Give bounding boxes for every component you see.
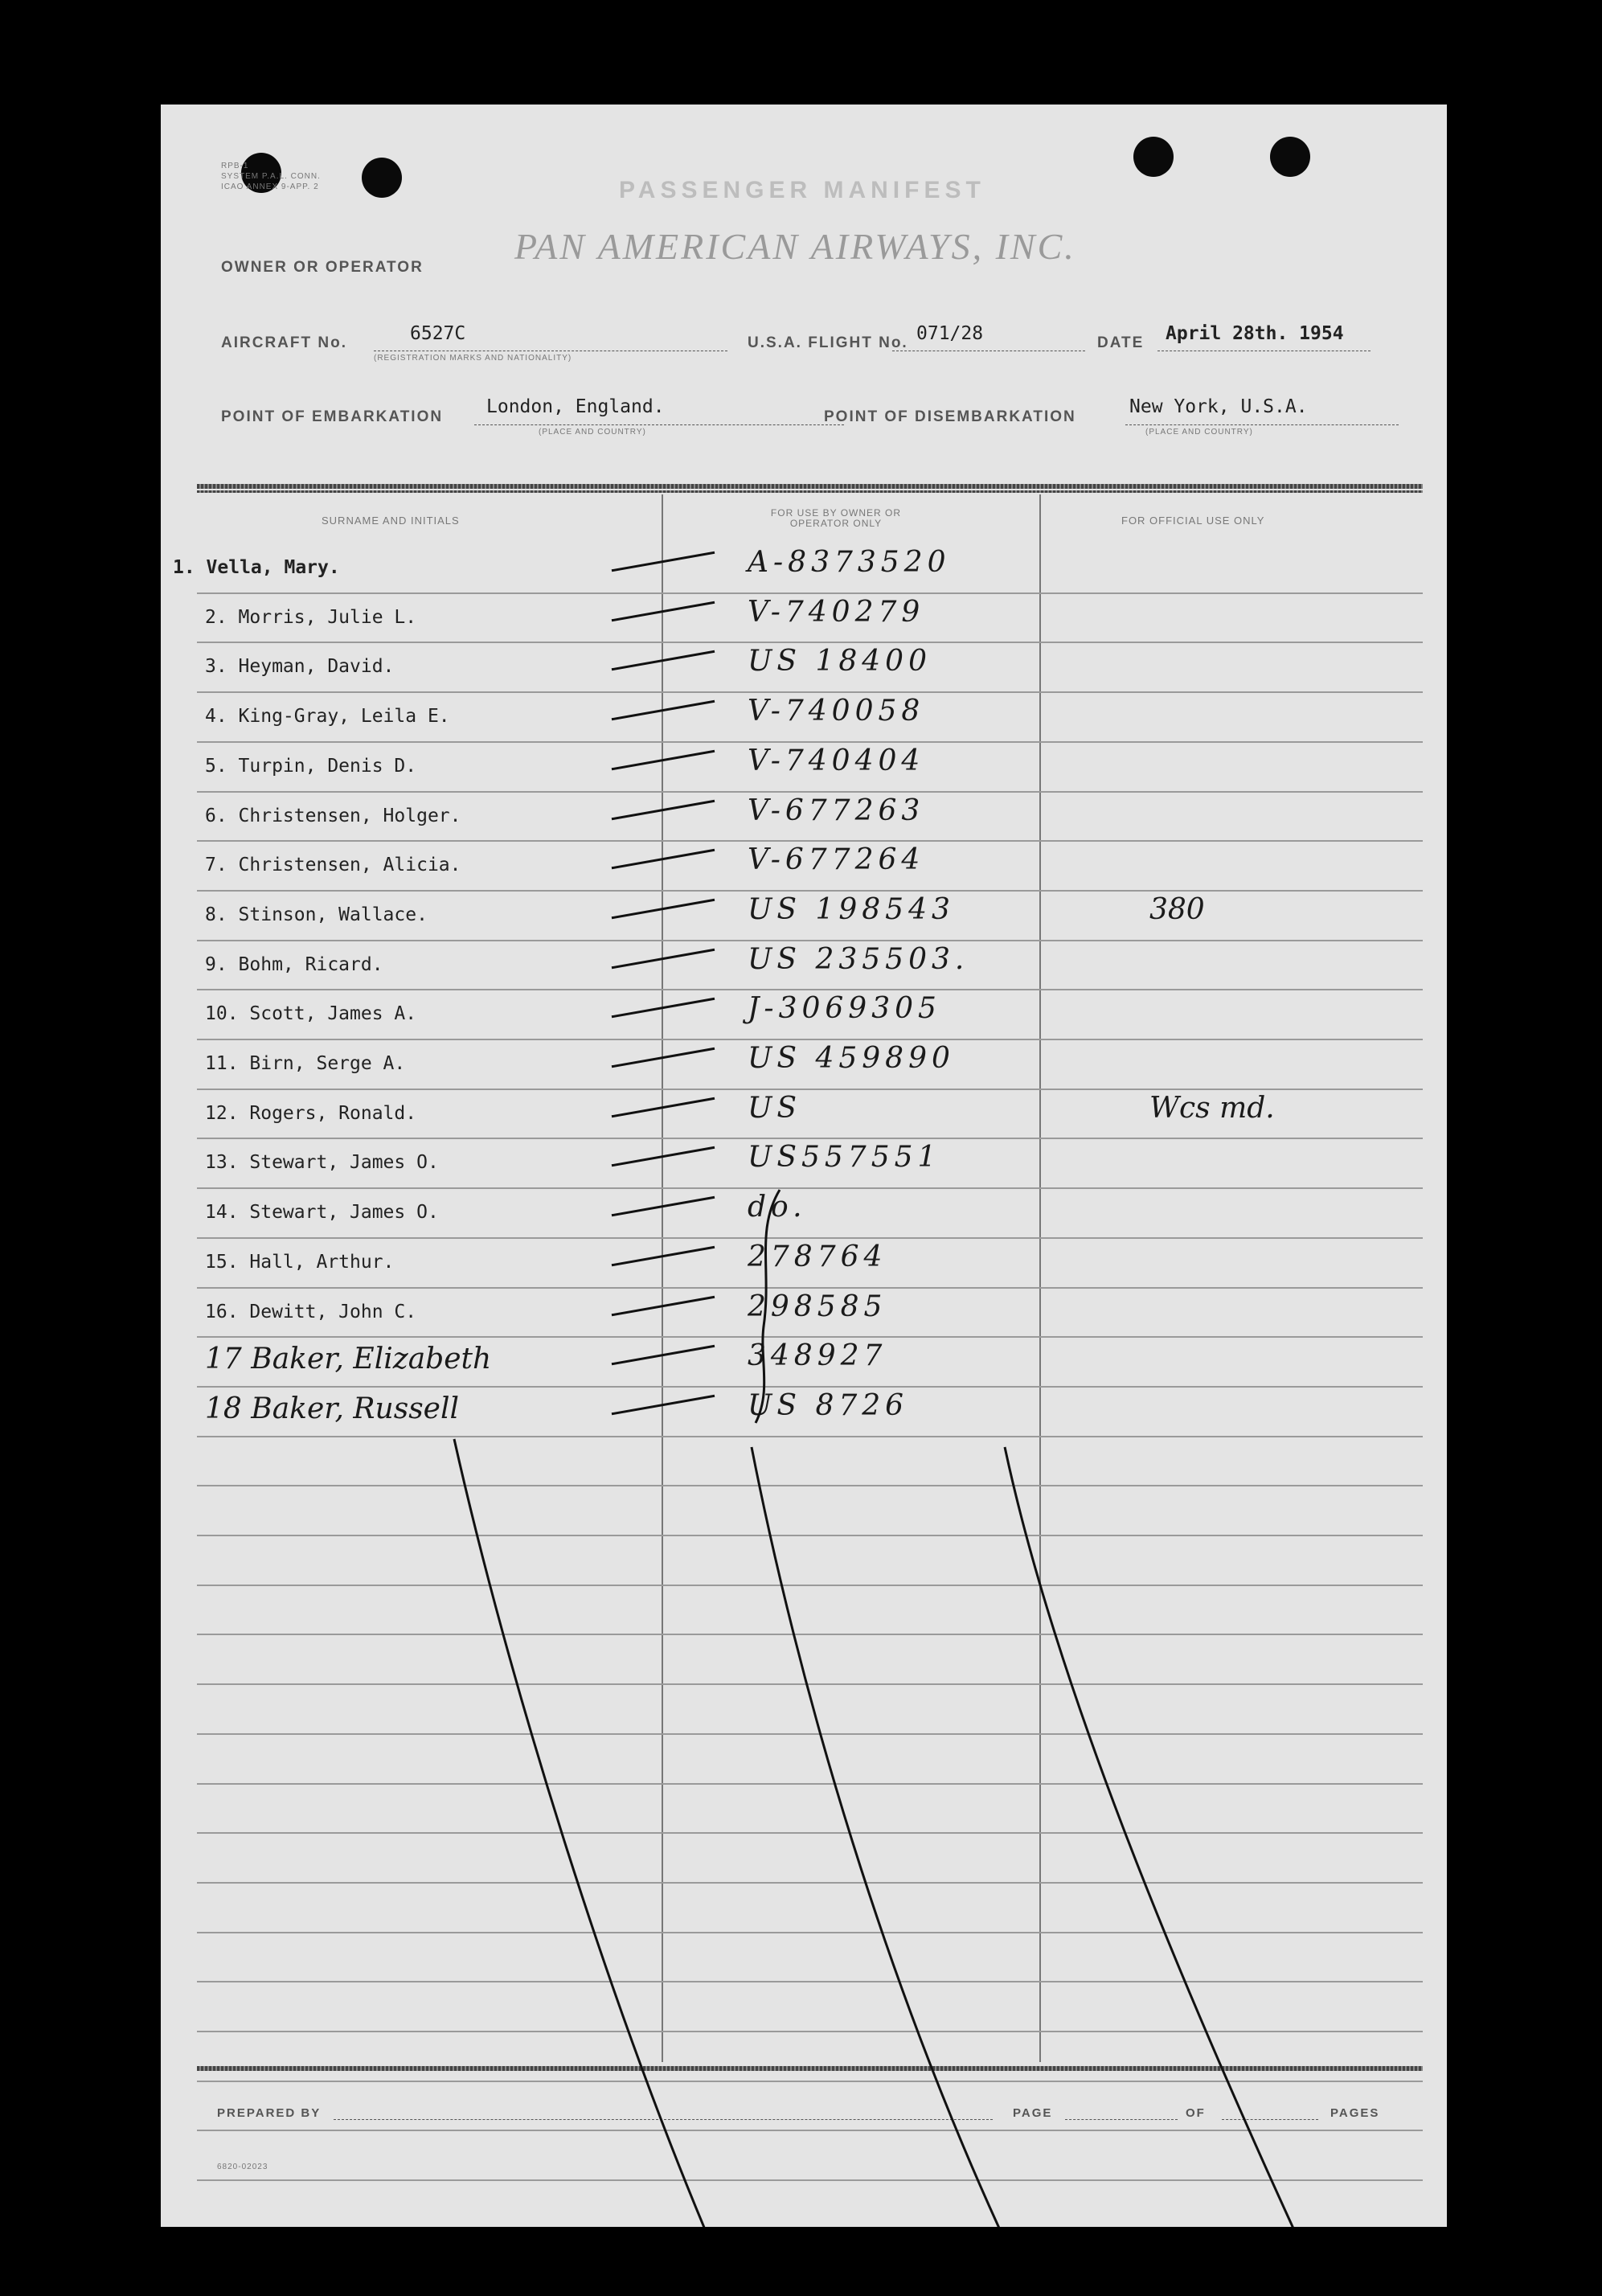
disembark-value: New York, U.S.A. (1129, 396, 1308, 417)
document-number: V-677264 (748, 843, 925, 877)
passenger-name: 10. Scott, James A. (205, 1003, 417, 1025)
document-number: US 459890 (748, 1042, 955, 1075)
document-number: 278764 (748, 1240, 887, 1273)
document-number: A-8373520 (748, 546, 951, 579)
document-number: US (748, 1091, 802, 1125)
company-name: PAN AMERICAN AIRWAYS, INC. (514, 226, 1076, 267)
col-header-owner: FOR USE BY OWNER OR OPERATOR ONLY (770, 507, 902, 529)
document-number: US 198543 (748, 892, 955, 926)
cancel-strokes (161, 105, 1447, 2227)
embark-sublabel: (PLACE AND COUNTRY) (539, 428, 646, 437)
passenger-name: 4. King-Gray, Leila E. (205, 706, 450, 728)
passenger-name: 3. Heyman, David. (205, 656, 395, 678)
document-number: V-740279 (748, 595, 925, 629)
official-note: 380 (1149, 892, 1205, 926)
embark-label: POINT OF EMBARKATION (221, 408, 444, 425)
document-number: do. (748, 1191, 807, 1224)
passenger-name: 11. Birn, Serge A. (205, 1053, 406, 1074)
document-number: V-740404 (748, 744, 925, 777)
passenger-name: 16. Dewitt, John C. (205, 1301, 417, 1322)
document-number: 298585 (748, 1289, 887, 1323)
embark-value: London, England. (486, 396, 665, 417)
flight-label: U.S.A. FLIGHT No. (748, 334, 908, 351)
document-number: US557551 (748, 1141, 941, 1175)
aircraft-sublabel: (REGISTRATION MARKS AND NATIONALITY) (374, 354, 572, 363)
passenger-name: 9. Bohm, Ricard. (205, 953, 383, 975)
corner-form-code: RPB-1 SYSTEM P.A.L. CONN. ICAO ANNEX 9-APP. 2 (221, 162, 321, 191)
passenger-name: 7. Christensen, Alicia. (205, 855, 461, 876)
document-number: V-677263 (748, 793, 925, 827)
passenger-name: 6. Christensen, Holger. (205, 805, 461, 826)
passenger-name: 1. Vella, Mary. (173, 557, 340, 578)
aircraft-label: AIRCRAFT No. (221, 334, 347, 351)
page-label: PAGE (1013, 2106, 1053, 2120)
col-header-names: SURNAME AND INITIALS (322, 515, 460, 527)
document-number: J-3069305 (748, 992, 941, 1026)
document-number: US 8726 (748, 1388, 909, 1422)
form-number: 6820-02023 (217, 2163, 268, 2171)
document-number: 348927 (748, 1339, 887, 1373)
passenger-name: 2. Morris, Julie L. (205, 606, 417, 628)
passenger-name: 15. Hall, Arthur. (205, 1251, 395, 1273)
passenger-name: 8. Stinson, Wallace. (205, 904, 428, 925)
disembark-label: POINT OF DISEMBARKATION (824, 408, 1076, 425)
of-label: OF (1186, 2106, 1206, 2120)
date-label: DATE (1097, 334, 1145, 351)
passenger-name: 17 Baker, Elizabeth (205, 1343, 492, 1376)
flight-value: 071/28 (916, 323, 984, 344)
document-number: V-740058 (748, 695, 925, 728)
prepared-label: PREPARED BY (217, 2106, 322, 2120)
col-header-official: FOR OFFICIAL USE ONLY (1121, 515, 1265, 527)
document-number: US 18400 (748, 645, 932, 679)
official-note: Wcs md. (1149, 1091, 1275, 1125)
date-value: April 28th. 1954 (1166, 323, 1344, 344)
manifest-title: PASSENGER MANIFEST (619, 177, 985, 203)
aircraft-value: 6527C (410, 323, 466, 344)
pages-label: PAGES (1330, 2106, 1380, 2120)
passenger-name: 18 Baker, Russell (205, 1392, 460, 1425)
passenger-name: 12. Rogers, Ronald. (205, 1102, 417, 1124)
manifest-sheet (161, 105, 1447, 2227)
passenger-name: 13. Stewart, James O. (205, 1152, 439, 1174)
document-number: US 235503. (748, 942, 969, 976)
passenger-name: 14. Stewart, James O. (205, 1202, 439, 1224)
disembark-sublabel: (PLACE AND COUNTRY) (1145, 428, 1253, 437)
owner-label: OWNER OR OPERATOR (221, 259, 424, 276)
passenger-name: 5. Turpin, Denis D. (205, 755, 417, 777)
